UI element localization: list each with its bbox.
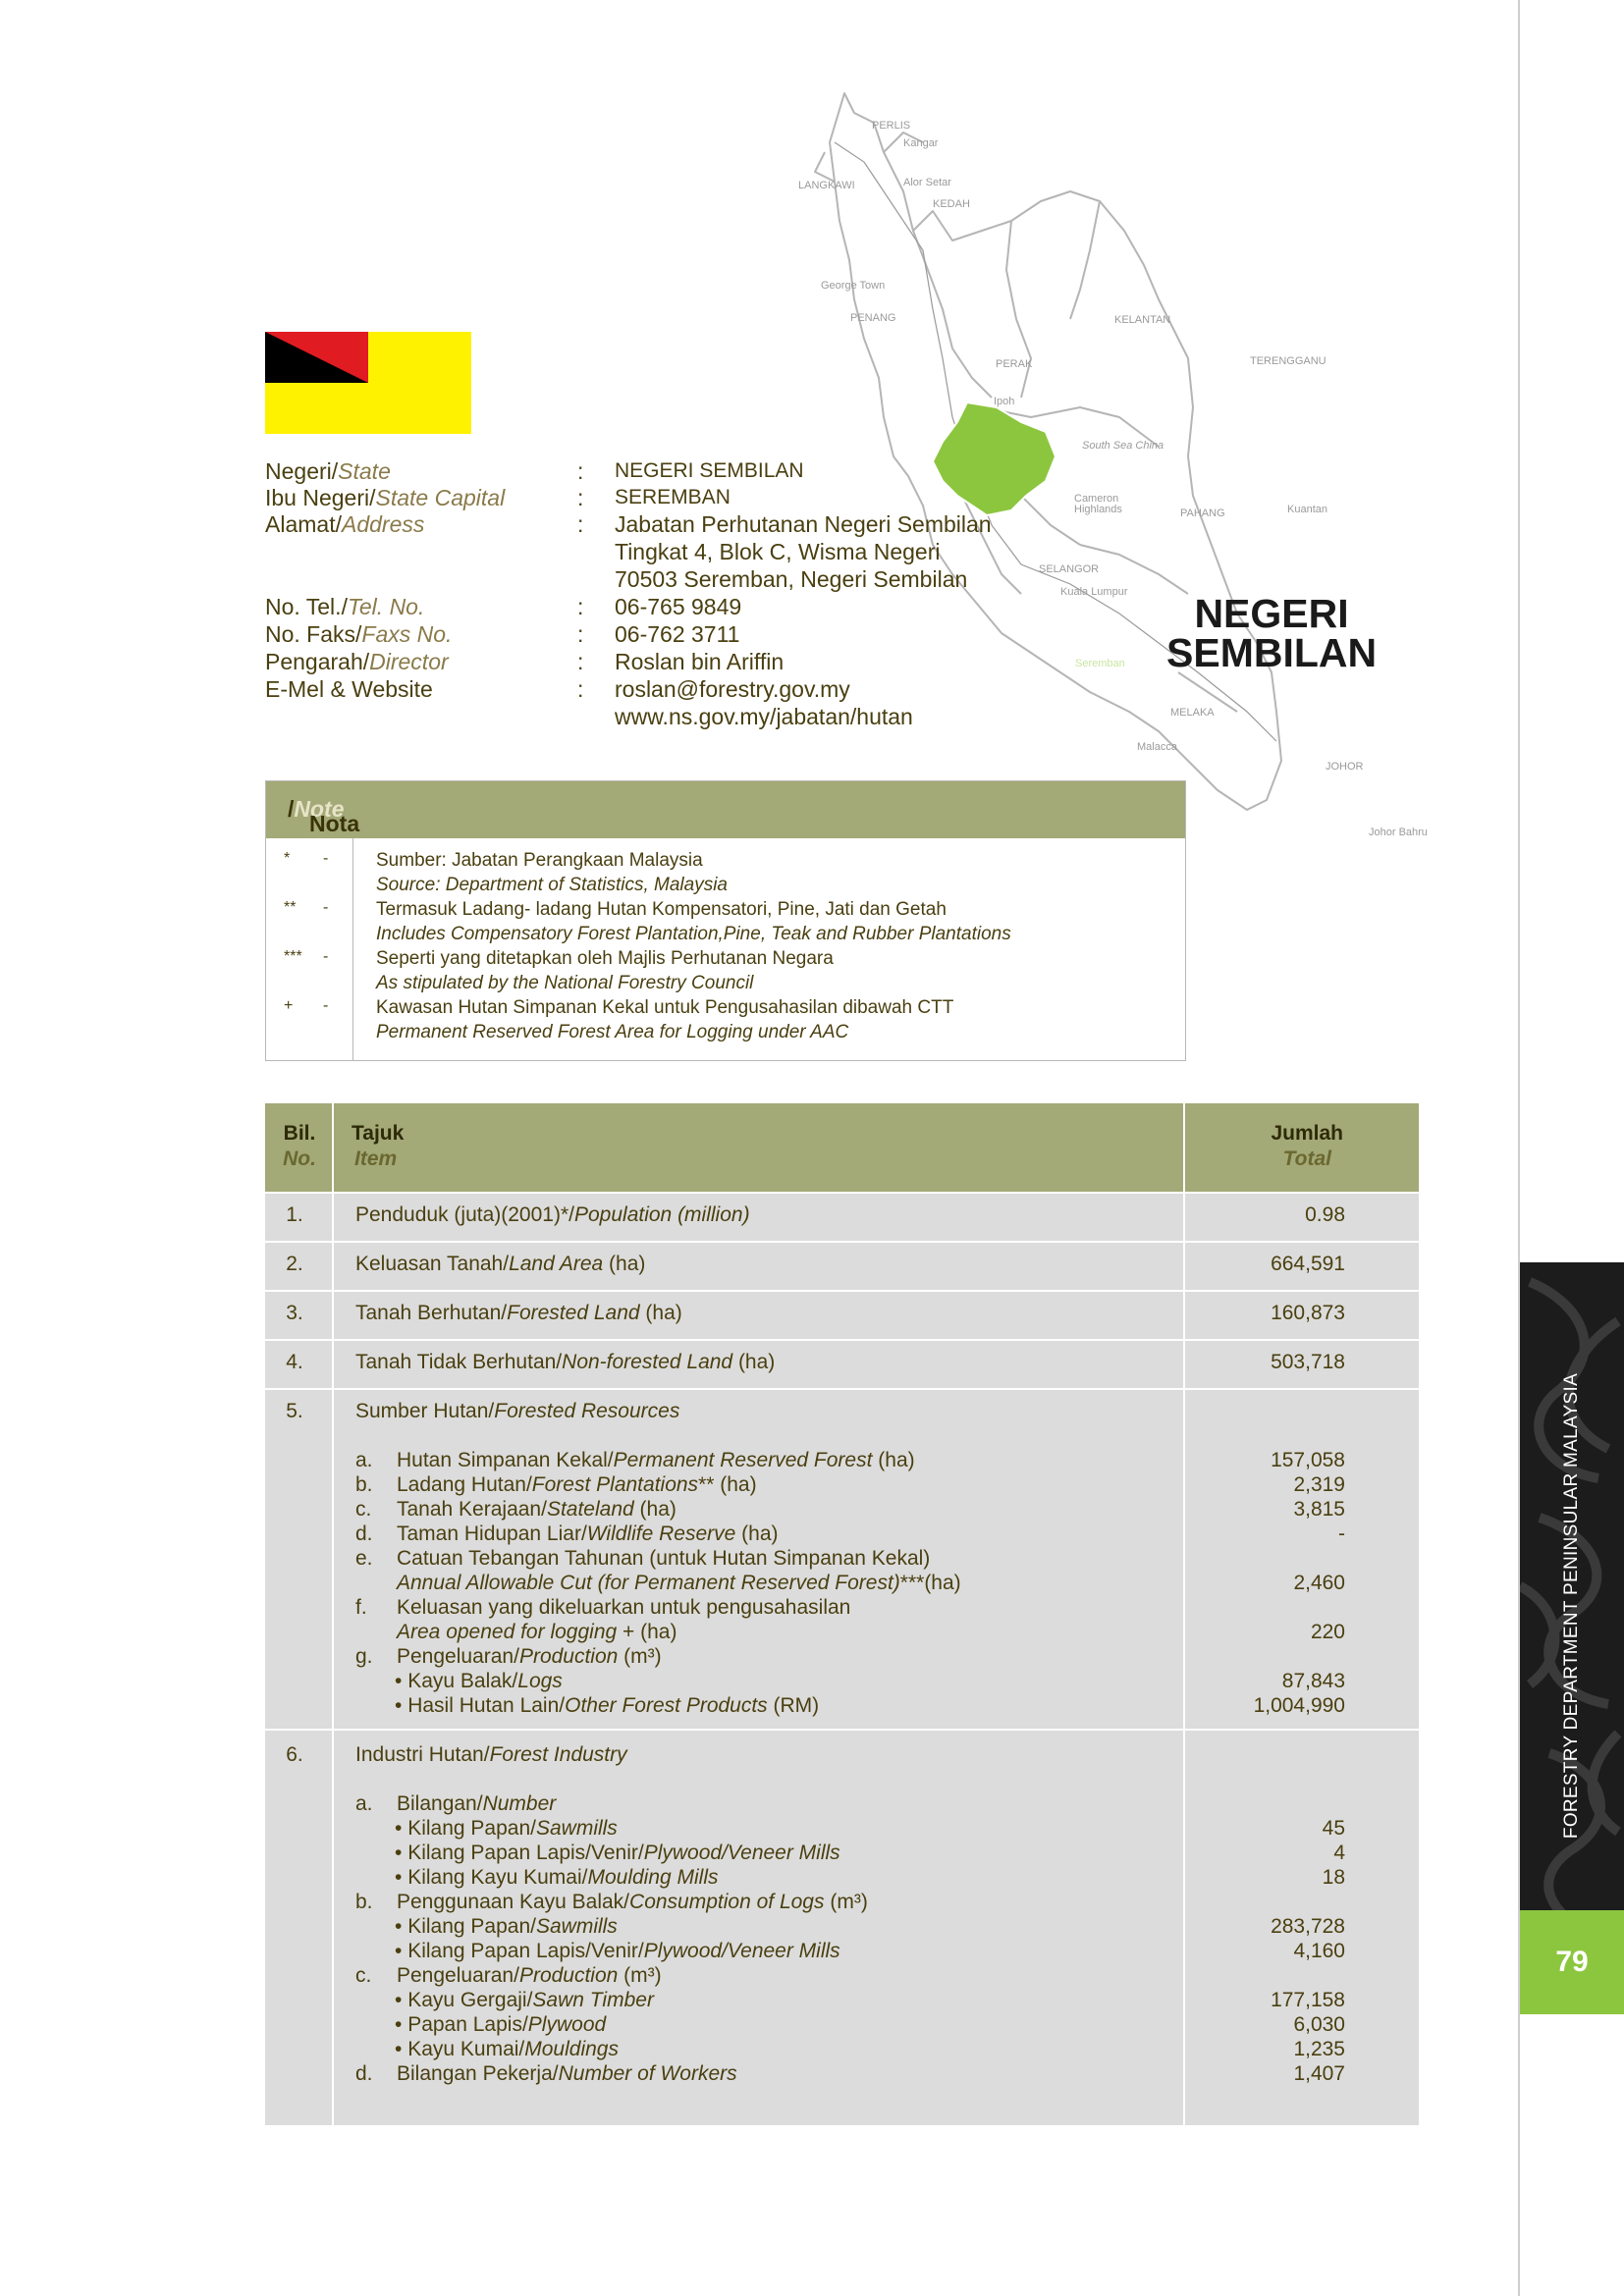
map-label: PERLIS [872,120,911,132]
map-label: SELANGOR [1039,563,1100,575]
sub-value: 220 [1310,1621,1345,1643]
map-label: MELAKA [1170,707,1215,719]
note-symbol: * [284,850,291,867]
row-item: Penduduk (juta)(2001)*/Population (million) [355,1203,750,1226]
map-label: PAHANG [1180,507,1225,519]
map-label: George Town [821,280,886,292]
sub-item: d. Taman Hidupan Liar/Wildlife Reserve (ha) [355,1522,779,1545]
bullet-item: • Kilang Papan Lapis/Venir/Plywood/Veneer Mills [395,1842,840,1864]
row-number: 1. [286,1203,303,1226]
row-item: Tanah Berhutan/Forested Land (ha) [355,1302,682,1324]
map-label: Kangar [903,137,939,149]
bullet-value: 4,160 [1293,1940,1345,1962]
bullet-item: • Kayu Balak/Logs [395,1670,563,1692]
note-header: Nota /Note [266,781,1185,838]
bullet-item: • Kilang Papan Lapis/Venir/Plywood/Veneer Mills [395,1940,840,1962]
email-link[interactable]: roslan@forestry.gov.my [615,676,850,702]
state-flag [265,332,471,434]
map-label: PENANG [850,312,896,324]
row-value: 664,591 [1271,1253,1345,1275]
statistics-table [265,1103,1419,2125]
sub-item: a. Hutan Simpanan Kekal/Permanent Reserved Forest (ha) [355,1449,915,1471]
map-label: Kuantan [1287,504,1327,515]
row-value: 503,718 [1271,1351,1345,1373]
note-box: Nota /Note * - Sumber: Jabatan Perangkaan Malaysia Source: Department of Statistics, Malaysia ** - Termasuk Ladang- ladang Hutan Kompensatori, Pine, Jati dan Getah Includes Compensatory Forest Plantation,Pine, Teak and Rubber Plantations *** - Seperti yang ditetapkan oleh Majlis Perhutanan Negara As stipulated by the National Forestry Council + - Kawasan Hutan Simpanan Kekal untuk Pengusahasilan dibawah CTT Permanent Reserved Forest Area for Logging under AAC [265,780,1186,1061]
bullet-value: 18 [1322,1866,1345,1889]
sub-value: 2,460 [1293,1572,1345,1594]
note-symbol: + [284,997,294,1014]
row-item: Sumber Hutan/Forested Resources [355,1400,680,1422]
bullet-value: 177,158 [1271,1989,1345,2011]
sub-item-continued: Annual Allowable Cut (for Permanent Reserved Forest)***(ha) [397,1572,961,1594]
map-label: Ipoh [994,396,1015,407]
note-item: Sumber: Jabatan Perangkaan Malaysia Source: Department of Statistics, Malaysia [376,850,728,895]
bullet-item: • Kayu Gergaji/Sawn Timber [395,1989,654,2011]
bullet-value: 45 [1322,1817,1345,1840]
sub-item: e. Catuan Tebangan Tahunan (untuk Hutan Simpanan Kekal) [355,1547,931,1570]
sub-item: b. Ladang Hutan/Forest Plantations** (ha) [355,1473,757,1496]
row-number: 6. [286,1743,303,1766]
sub-value: 157,058 [1271,1449,1345,1471]
col-no-header: Bil. No. [283,1122,316,1170]
sub-item: b. Penggunaan Kayu Balak/Consumption of Logs (m³) [355,1891,868,1913]
row-number: 3. [286,1302,303,1324]
col-total-header: Jumlah Total [1271,1122,1343,1170]
bullet-item: • Kilang Papan/Sawmills [395,1817,618,1840]
note-item: Kawasan Hutan Simpanan Kekal untuk Pengusahasilan dibawah CTT Permanent Reserved Forest Area for Logging under AAC [376,997,954,1042]
row-number: 5. [286,1400,303,1422]
sub-value: - [1338,1522,1345,1545]
sub-item-continued: Area opened for logging + (ha) [397,1621,677,1643]
map-label: LANGKAWI [798,180,855,191]
row-item: Tanah Tidak Berhutan/Non-forested Land (ha) [355,1351,776,1373]
sub-item: c. Tanah Kerajaan/Stateland (ha) [355,1498,677,1521]
page-number: 79 [1520,1910,1624,2014]
map-label: KELANTAN [1114,314,1171,326]
bullet-value: 4 [1333,1842,1345,1864]
sub-value: 1,407 [1293,2062,1345,2085]
row-item: Keluasan Tanah/Land Area (ha) [355,1253,646,1275]
col-item-header: Tajuk Item [352,1122,405,1170]
map-label: Cameron Highlands [1074,493,1122,515]
bullet-item: • Hasil Hutan Lain/Other Forest Products (RM) [395,1694,820,1717]
map-label: Malacca [1137,741,1177,753]
website-link[interactable]: www.ns.gov.my/jabatan/hutan [615,704,913,729]
map-label: South Sea China [1082,440,1164,452]
bullet-value: 1,235 [1293,2038,1345,2060]
note-item: Seperti yang ditetapkan oleh Majlis Perhutanan Negara As stipulated by the National Forestry Council [376,948,834,993]
bullet-item: • Kayu Kumai/Mouldings [395,2038,619,2060]
bullet-value: 6,030 [1293,2013,1345,2036]
sub-item: a. Bilangan/Number [355,1792,557,1815]
map-title-line-2: SEMBILAN [1166,630,1378,675]
row-value: 160,873 [1271,1302,1345,1324]
note-symbol: ** [284,899,297,916]
row-number: 2. [286,1253,303,1275]
note-symbol: *** [284,948,302,965]
sub-item: d. Bilangan Pekerja/Number of Workers [355,2062,737,2085]
map-label: JOHOR [1326,761,1364,773]
row-item: Industri Hutan/Forest Industry [355,1743,627,1766]
bullet-item: • Papan Lapis/Plywood [395,2013,607,2036]
bullet-item: • Kilang Kayu Kumai/Moulding Mills [395,1866,719,1889]
map-state-title [1166,591,1378,675]
sub-value: 3,815 [1293,1498,1345,1521]
row-value: 0.98 [1305,1203,1345,1226]
sub-value: 2,319 [1293,1473,1345,1496]
bullet-value: 87,843 [1281,1670,1345,1692]
map-label: KEDAH [933,198,970,210]
sub-item: g. Pengeluaran/Production (m³) [355,1645,662,1668]
bullet-value: 1,004,990 [1253,1694,1345,1717]
map-label: PERAK [996,358,1033,370]
row-number: 4. [286,1351,303,1373]
sub-item: f. Keluasan yang dikeluarkan untuk pengusahasilan [355,1596,851,1619]
map-label: Kuala Lumpur [1060,586,1128,598]
map-title-line-1: NEGERI [1194,591,1349,636]
map-label: Alor Setar [903,177,951,188]
sub-item: c. Pengeluaran/Production (m³) [355,1964,662,1987]
bullet-item: • Kilang Papan/Sawmills [395,1915,618,1938]
side-label: FORESTRY DEPARTMENT PENINSULAR MALAYSIA [1561,1372,1582,1840]
map-label: TERENGGANU [1250,355,1326,367]
note-item: Termasuk Ladang- ladang Hutan Kompensatori, Pine, Jati dan Getah Includes Compensatory Forest Plantation,Pine, Teak and Rubber Plantations [376,899,1011,944]
bullet-value: 283,728 [1271,1915,1345,1938]
map-label: Johor Bahru [1369,827,1428,838]
map-label: Seremban [1075,658,1125,669]
peninsular-map [785,83,1492,888]
